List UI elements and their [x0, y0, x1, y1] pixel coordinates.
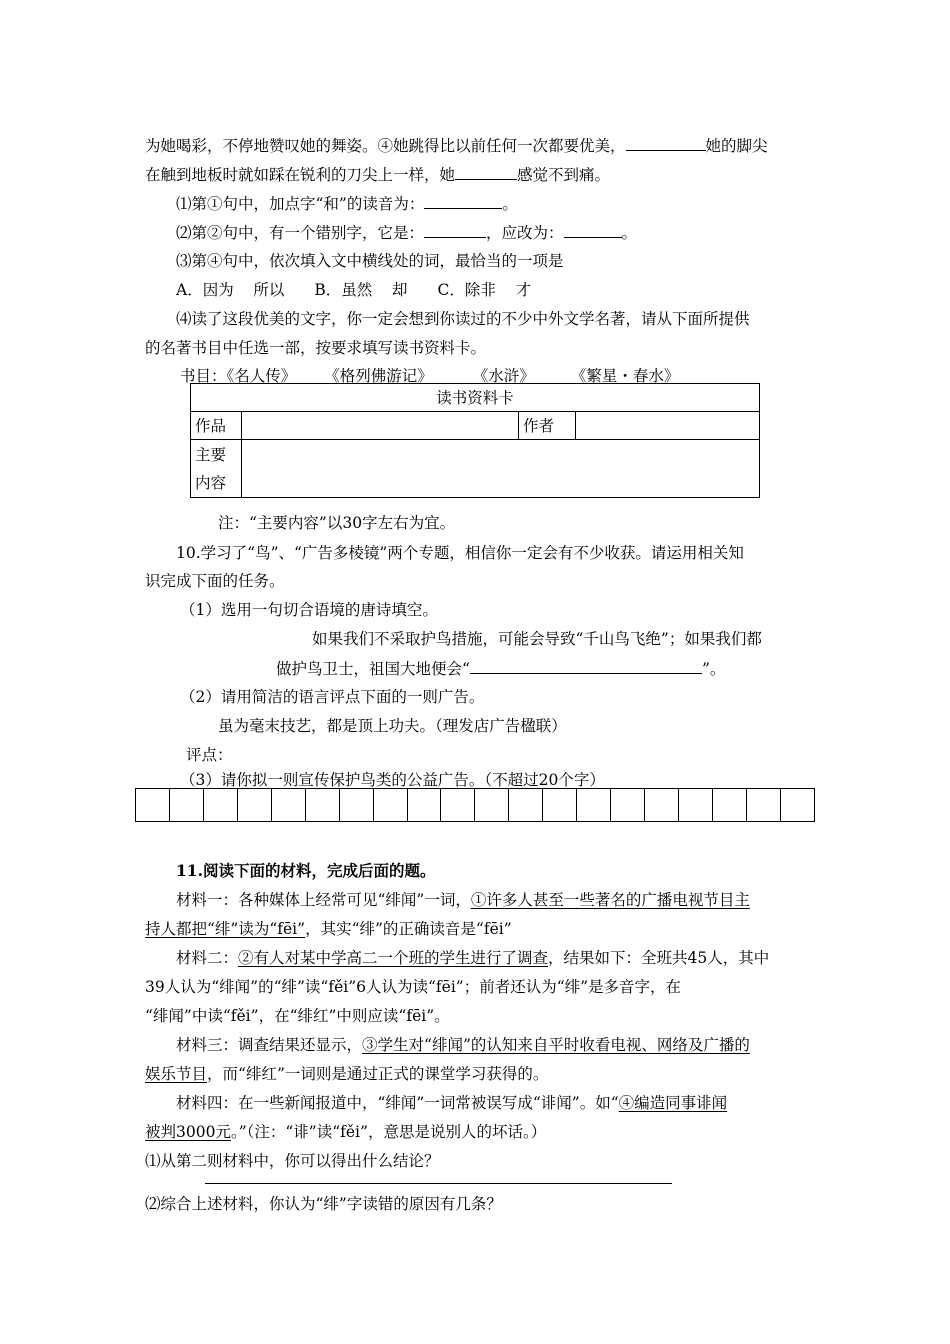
material-text: 材料四：在一些新闻报道中，“绯闻”一词常被误写成“诽闻”。如“: [176, 1094, 619, 1112]
content-field[interactable]: [242, 440, 760, 498]
book-item: 《水浒》: [472, 367, 535, 385]
question-text: ，应改为：: [486, 224, 564, 242]
grid-cell[interactable]: [407, 789, 441, 822]
answer-line[interactable]: [205, 1183, 672, 1184]
material-text: ，其实“绯”的正确读音是“fēi”: [305, 920, 512, 938]
grid-cell[interactable]: [746, 789, 780, 822]
grid-cell[interactable]: [509, 789, 543, 822]
material-text: ，结果如下：全班共45人，其中: [548, 949, 770, 967]
material-text: 材料二：: [176, 949, 239, 967]
q10-intro-line2: 识完成下面的任务。: [145, 572, 285, 590]
grid-cell[interactable]: [339, 789, 373, 822]
passage-text: 感觉不到痛。: [517, 166, 611, 184]
author-field[interactable]: [576, 412, 760, 440]
material-1-line2: [145, 919, 512, 939]
q9-part2: [176, 222, 637, 243]
reading-card-title: 读书资料卡: [191, 384, 760, 412]
grid-cell[interactable]: [577, 789, 611, 822]
answer-blank[interactable]: [626, 135, 706, 151]
underlined-sentence: ①许多人甚至一些著名的广播电视节目主: [470, 891, 750, 909]
underlined-sentence: 持人都把“绯”读为“fēi”: [145, 920, 306, 938]
passage-text: 为她喝彩，不停地赞叹她的舞姿。④她跳得比以前任何一次都要优美，: [145, 137, 626, 155]
question-text: ”。: [701, 660, 726, 678]
content-label-1: 主要: [195, 445, 227, 464]
option-b[interactable]: B．虽然 却: [314, 281, 408, 299]
grid-cell[interactable]: [679, 789, 713, 822]
answer-grid: [135, 788, 815, 822]
passage-text: 她的脚尖: [705, 137, 768, 155]
passage-line-1: [145, 135, 768, 156]
material-text: ，而“绯红”一词则是通过正式的课堂学习获得的。: [207, 1065, 549, 1083]
passage-text: 在触到地板时就如踩在锐利的刀尖上一样，她: [145, 166, 456, 184]
grid-cell[interactable]: [611, 789, 645, 822]
content-label-2: 内容: [195, 473, 227, 492]
q9-part4-line2: 的名著书目中任选一部，按要求填写读书资料卡。: [145, 339, 487, 357]
material-4-line2: [145, 1122, 546, 1142]
answer-blank[interactable]: [564, 222, 622, 238]
q10-part1-text-line1: 如果我们不采取护鸟措施，可能会导致“千山鸟飞绝”；如果我们都: [312, 630, 762, 648]
q10-intro-line1: 10.学习了“鸟”、“广告多棱镜”两个专题，相信你一定会有不少收获。请运用相关知: [176, 544, 744, 562]
material-2-line3: “绯闻”中读“fěi”，在“绯红”中则应读“fēi”。: [145, 1007, 450, 1025]
underlined-sentence: ②有人对某中学高二一个班的学生进行了调查: [238, 949, 549, 967]
work-label: 作品: [191, 412, 242, 440]
grid-cell[interactable]: [441, 789, 475, 822]
grid-cell[interactable]: [780, 789, 814, 822]
grid-cell[interactable]: [712, 789, 746, 822]
underlined-sentence: ④编造同事诽闻: [618, 1094, 728, 1112]
material-3-line1: [176, 1035, 750, 1055]
underlined-sentence: ③学生对“绯闻”的认知来自平时收看电视、网络及广播的: [362, 1036, 750, 1054]
passage-line-2: [145, 164, 610, 185]
book-list-label: 书目：: [180, 367, 227, 385]
material-2-line2: 39人认为“绯闻”的“绯”读“fěi”6人认为读“fēi”；前者还认为“绯”是多音字，在: [145, 978, 682, 996]
question-text: 做护鸟卫士，祖国大地便会“: [276, 660, 470, 678]
answer-blank[interactable]: [424, 193, 502, 209]
q10-part1: （1）选用一句切合语境的唐诗填空。: [180, 601, 438, 619]
q10-part2: （2）请用简洁的语言评点下面的一则广告。: [180, 688, 485, 706]
q9-part3: ⑶第④句中，依次填入文中横线处的词，最恰当的一项是: [176, 252, 564, 270]
question-text: ⑵第②句中，有一个错别字，它是：: [176, 224, 425, 242]
material-text: 材料三：调查结果还显示，: [176, 1036, 363, 1054]
grid-cell[interactable]: [136, 789, 170, 822]
question-text: 。: [502, 195, 518, 213]
q9-part1: [176, 193, 518, 214]
grid-cell[interactable]: [475, 789, 509, 822]
underlined-sentence: 娱乐节目: [145, 1065, 208, 1083]
q11-subquestion-1: ⑴从第二则材料中，你可以得出什么结论？: [145, 1152, 440, 1170]
q11-subquestion-2: ⑵综合上述材料，你认为“绯”字读错的原因有几条？: [145, 1195, 502, 1213]
author-label: 作者: [519, 412, 576, 440]
grid-cell[interactable]: [237, 789, 271, 822]
material-1-line1: [176, 890, 750, 910]
material-2-line1: [176, 948, 769, 968]
grid-cell[interactable]: [203, 789, 237, 822]
grid-cell[interactable]: [373, 789, 407, 822]
content-label: [191, 440, 242, 498]
answer-blank[interactable]: [455, 164, 517, 180]
work-field[interactable]: [242, 412, 519, 440]
question-text: 。: [621, 224, 638, 242]
grid-cell[interactable]: [645, 789, 679, 822]
answer-blank[interactable]: [470, 658, 702, 674]
q10-ad-text: 虽为毫末技艺，都是顶上功夫。（理发店广告楹联）: [218, 717, 567, 735]
q10-part1-text-line2: [276, 658, 725, 679]
underlined-sentence: 被判3000元: [145, 1123, 231, 1141]
material-4-line1: [176, 1093, 727, 1113]
grid-cell[interactable]: [543, 789, 577, 822]
grid-cell[interactable]: [271, 789, 305, 822]
book-item: 《名人传》: [226, 367, 297, 385]
option-a[interactable]: A．因为 所以: [176, 281, 285, 299]
q9-part4-line1: ⑷读了这段优美的文字，你一定会想到你读过的不少中外文学名著，请从下面所提供: [176, 310, 750, 328]
book-item: 《繁星・春水》: [570, 367, 680, 385]
q11-title: 11.阅读下面的材料，完成后面的题。: [176, 861, 436, 880]
q10-comment-label: 评点：: [186, 746, 233, 764]
material-3-line2: [145, 1064, 548, 1084]
q10-part3: （3）请你拟一则宣传保护鸟类的公益广告。（不超过20个字）: [180, 771, 605, 789]
option-c[interactable]: C．除非 才: [437, 281, 532, 299]
material-text: 材料一：各种媒体上经常可见“绯闻”一词，: [176, 891, 471, 909]
card-note: 注：“主要内容”以30字左右为宜。: [218, 514, 456, 532]
reading-card: [190, 383, 760, 498]
answer-blank[interactable]: [424, 222, 486, 238]
grid-cell[interactable]: [305, 789, 339, 822]
question-text: ⑴第①句中，加点字“和”的读音为：: [176, 195, 425, 213]
q9-options: [176, 280, 531, 300]
material-text: 。”（注：“诽”读“fěi”，意思是说别人的坏话。）: [230, 1123, 547, 1141]
book-item: 《格列佛游记》: [324, 367, 433, 385]
grid-cell[interactable]: [169, 789, 203, 822]
